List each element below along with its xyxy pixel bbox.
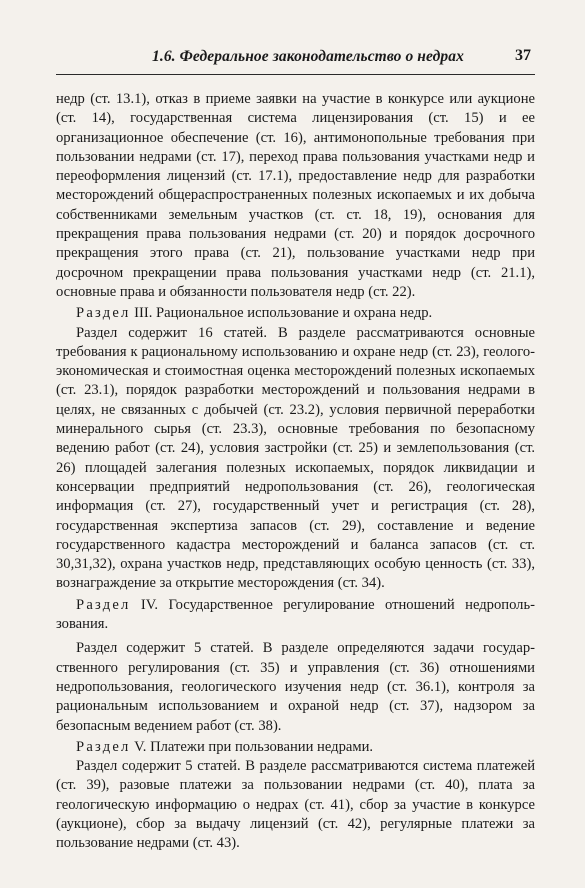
section-word: Раздел	[76, 596, 131, 613]
paragraph-continued: недр (ст. 13.1), отказ в приеме заявки на участие в конкурсе или аукционе (ст. 14), государственная система лицензирования (ст. 15) и ее организационное обеспечение (ст. 16), антимонопольные требования при пользовании недрами (ст. 17), переход права пользования участками недр и переоформления лицензий (ст. 17.1), предоставление недр для разработки месторождений общераспространенных полезных ископаемых и их добыча собственниками земельным участков (ст. ст. 18, 19), основания для прекращения права пользования недрами (ст. 20) и порядок досрочного прекращения этого права (ст. 21), пользование участками недр при досрочном прекращении права пользования участками недр (ст. 21.1), основные права и обязанности пользователя недр (ст. 22).	[56, 91, 535, 300]
paragraph-section-iv: Раздел содержит 5 статей. В разделе определяются задачи государственного регулирования (ст. 35) и управления (ст. 36) отношениями недропользования, геологического изучения недр (ст. 36.1), контроля за рациональным использованием и охраной недр (ст. 37), надзором за безопасным ведением работ (ст. 38).	[56, 640, 535, 734]
section-heading-iv	[56, 596, 535, 635]
section-title: IV. Государственное регулирование отношений недропользования.	[56, 596, 535, 633]
paragraph-section-iii: Раздел содержит 16 статей. В разделе рассматриваются основные требования к рациональному использованию и охране недр (ст. 23), геолого-экономическая и стоимостная оценка месторождений полезных ископаемых (ст. 23.1), порядок разработки месторождений и пользования недрами в целях, не связанных с добычей (ст. 23.2), условия первичной переработки минерального сырья (ст. 23.3), основные требования по безопасному ведению работ (ст. 24), условия застройки (ст. 25) и землепользования (ст. 26) площадей залегания полезных ископаемых, порядок ликвидации и консервации предприятий недропользования (ст. 26), геологическая информация (ст. 27), государственный учет и регистрация (ст. 28), государственная экспертиза запасов (ст. 29), составление и ведение государственного кадастра месторождений и баланса запасов (ст. ст. 30,31,32), охрана участков недр, представляющих особую ценность (ст. 33), вознаграждение за открытие месторождения (ст. 34).	[56, 324, 535, 592]
running-header	[56, 44, 535, 75]
section-heading-iii	[56, 304, 535, 323]
running-title: 1.6. Федеральное законодательство о недрах	[152, 48, 464, 65]
page-number: 37	[515, 47, 531, 64]
section-title: III. Рациональное использование и охрана недр.	[134, 305, 433, 322]
section-word: Раздел	[76, 305, 131, 322]
section-heading-v	[56, 738, 535, 757]
paragraph-section-v: Раздел содержит 5 статей. В разделе рассматриваются система платежей (ст. 39), разовые платежи за пользовании недрами (ст. 40), плата за геологическую информацию о недрах (ст. 41), сбор за участие в конкурсе (аукционе), сбор за выдачу лицензий (ст. 42), регулярные платежи за пользование недрами (ст. 43).	[56, 758, 535, 852]
body-text	[56, 90, 535, 854]
section-word: Раздел	[76, 738, 131, 755]
section-title: V. Платежи при пользовании недрами.	[134, 738, 374, 755]
